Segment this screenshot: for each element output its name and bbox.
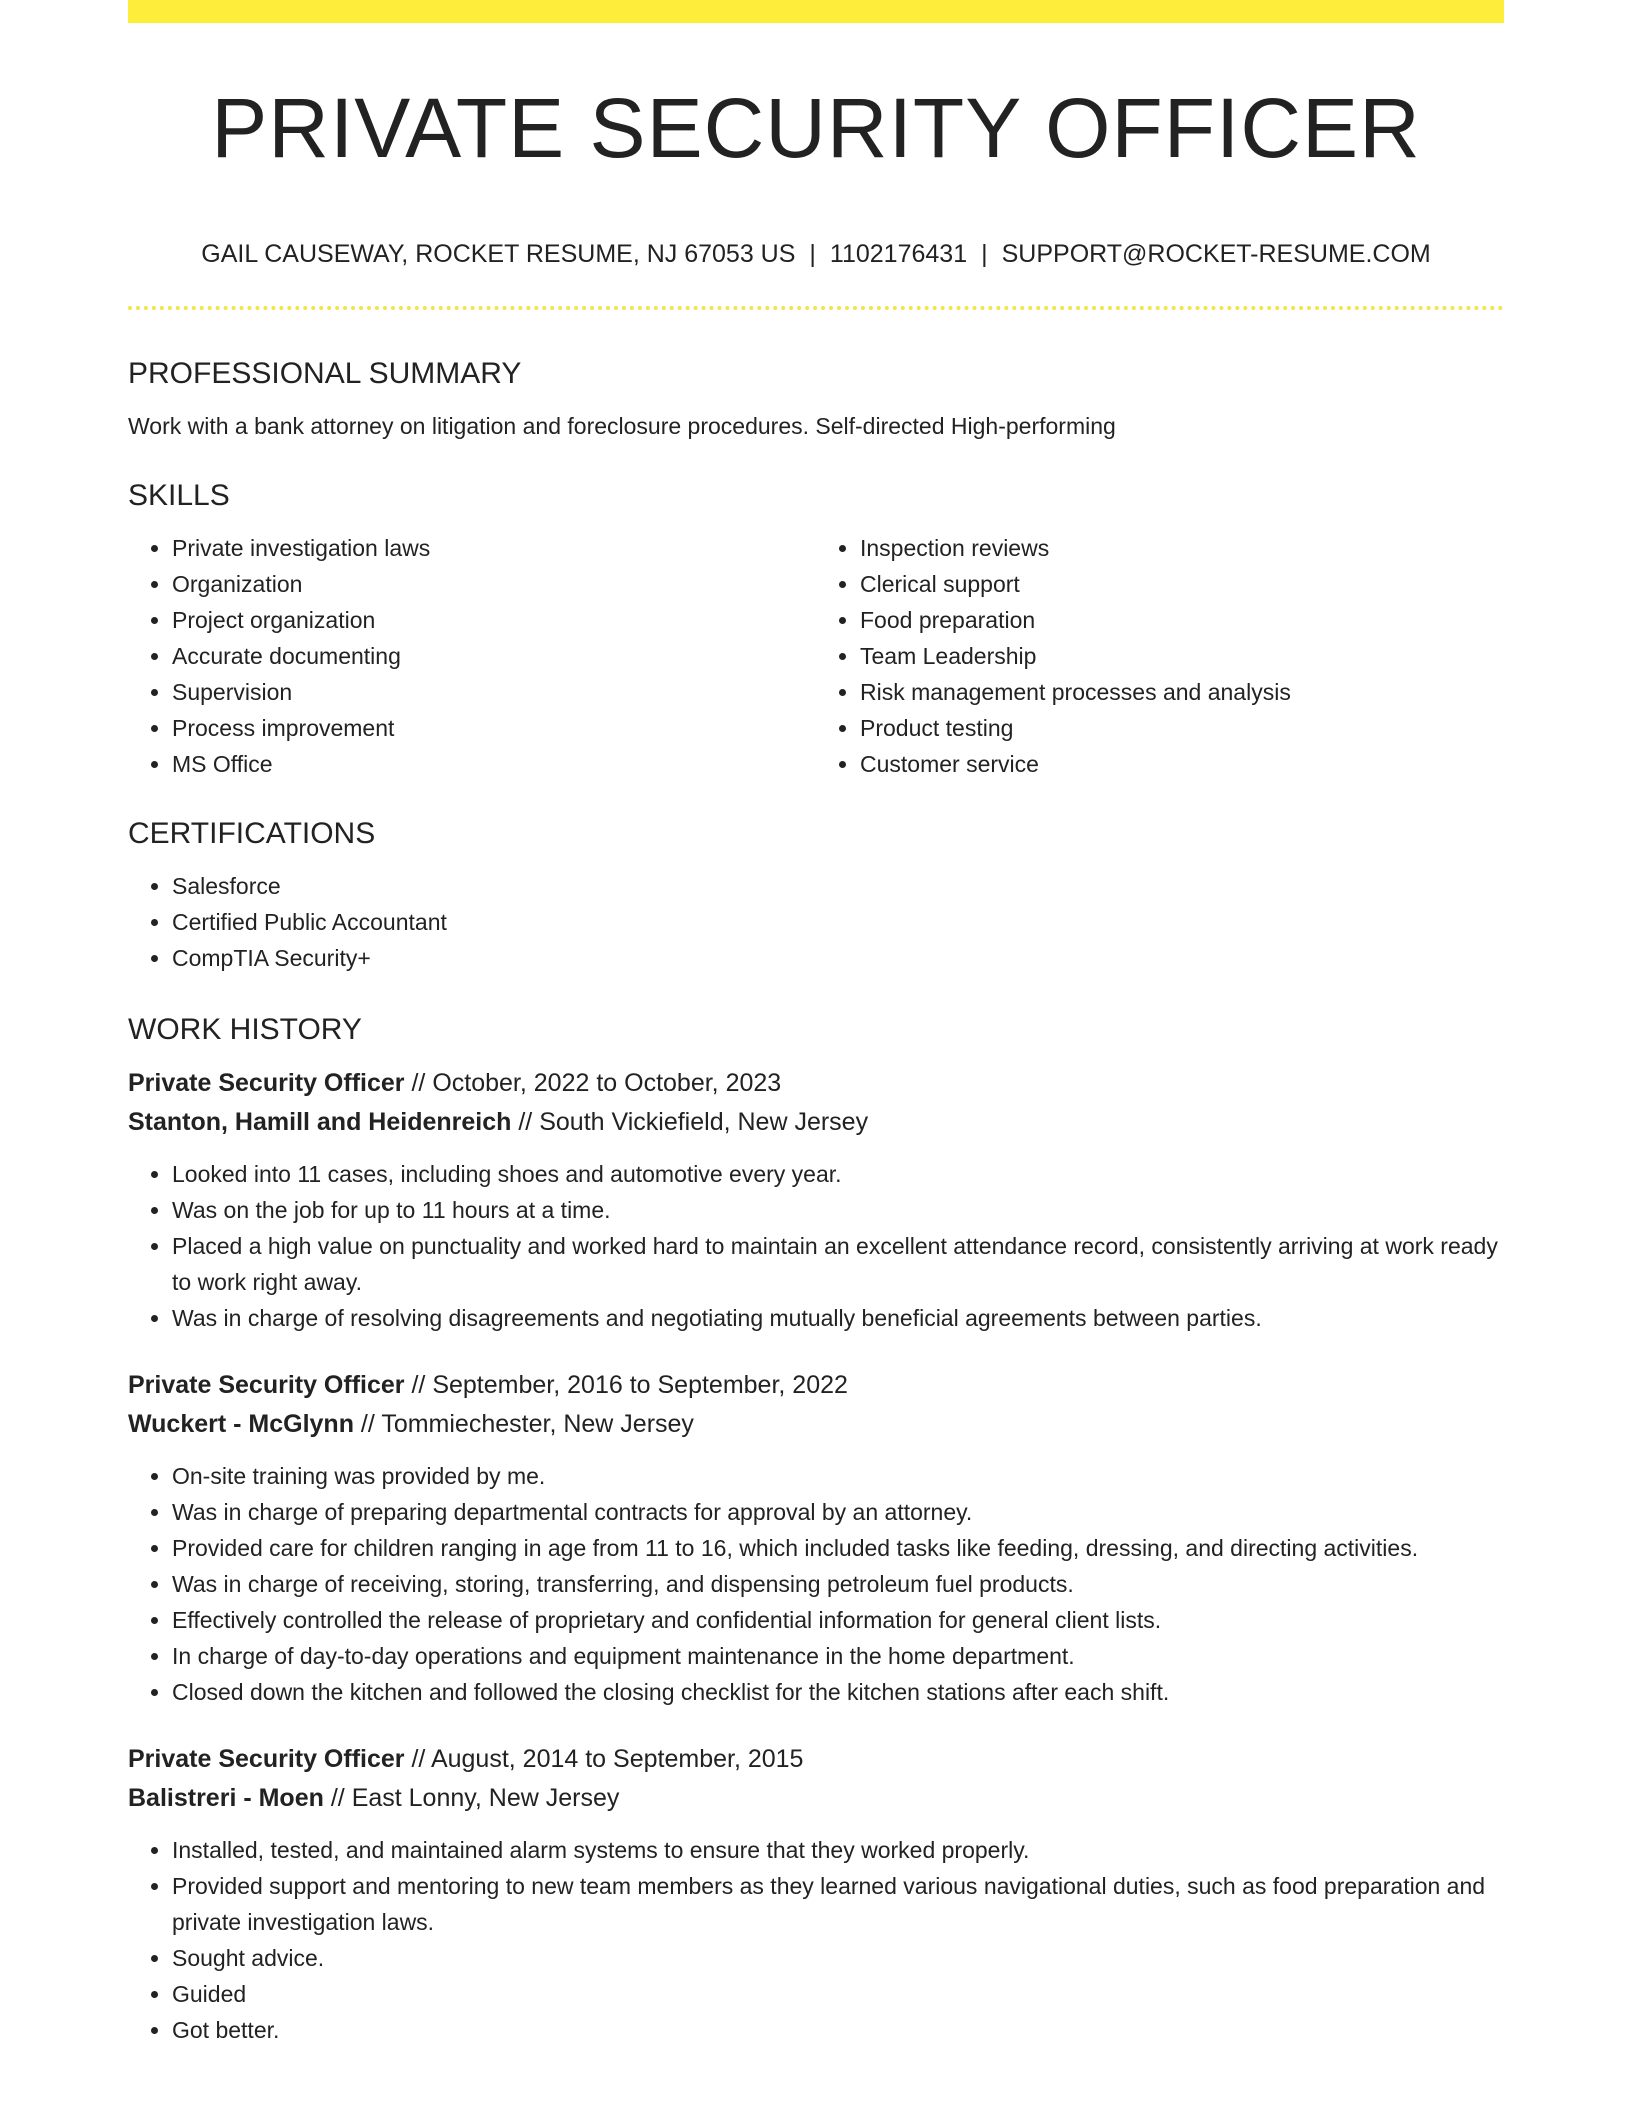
work-history-heading: WORK HISTORY (128, 1013, 362, 1046)
job-separator: // (330, 1784, 345, 1812)
skills-heading: SKILLS (128, 479, 230, 512)
job-bullet: • Provided support and mentoring to new team members as they learned various navigational duties, such as food preparation and private investigation laws. (172, 1868, 1504, 1940)
header-divider (128, 306, 1504, 310)
job-bullet: • Got better. (172, 2012, 1504, 2048)
job-company: Stanton, Hamill and Heidenreich (128, 1108, 512, 1136)
resume-body (128, 350, 1504, 2048)
resume-title: PRIVATE SECURITY OFFICER (211, 81, 1421, 175)
job-location: Tommiechester, New Jersey (381, 1410, 694, 1438)
skill-item: • Risk management processes and analysis (860, 674, 1504, 710)
certifications-heading: CERTIFICATIONS (128, 817, 376, 850)
job-bullet: • Was in charge of resolving disagreements and negotiating mutually beneficial agreements between parties. (172, 1300, 1504, 1336)
job-bullet: • On-site training was provided by me. (172, 1458, 1504, 1494)
job-location: East Lonny, New Jersey (351, 1784, 620, 1812)
accent-bar (128, 0, 1504, 23)
job-bullet: • Was in charge of preparing departmental contracts for approval by an attorney. (172, 1494, 1504, 1530)
skills-list-left (128, 530, 816, 782)
skills-section (128, 472, 1504, 782)
certifications-section (128, 810, 1504, 976)
job-title: Private Security Officer (128, 1371, 405, 1399)
skill-item: • Team Leadership (860, 638, 1504, 674)
skill-item: • Inspection reviews (860, 530, 1504, 566)
job-title: Private Security Officer (128, 1745, 405, 1773)
skill-item: • Supervision (172, 674, 816, 710)
contact-address: GAIL CAUSEWAY, ROCKET RESUME, NJ 67053 US (201, 240, 796, 268)
job-bullet: • Installed, tested, and maintained alarm systems to ensure that they worked properly. (172, 1832, 1504, 1868)
skills-list-right (816, 530, 1504, 782)
job-separator: // (411, 1371, 426, 1399)
contact-separator: | (981, 240, 988, 268)
job-bullets (128, 1458, 1504, 1710)
job-bullets (128, 1156, 1504, 1336)
job-bullet: • Sought advice. (172, 1940, 1504, 1976)
job-bullet: • Closed down the kitchen and followed the closing checklist for the kitchen stations after each shift. (172, 1674, 1504, 1710)
job-title-line (128, 1366, 1504, 1405)
skill-item: • Product testing (860, 710, 1504, 746)
job-bullet: • Placed a high value on punctuality and worked hard to maintain an excellent attendance record, consistently arriving at work ready to work right away. (172, 1228, 1504, 1300)
work-history-section (128, 1006, 1504, 2048)
certifications-list (128, 868, 1504, 976)
job-bullet: • Effectively controlled the release of proprietary and confidential information for general client lists. (172, 1602, 1504, 1638)
job-separator: // (411, 1069, 426, 1097)
skill-item: • Organization (172, 566, 816, 602)
summary-heading: PROFESSIONAL SUMMARY (128, 357, 522, 390)
job-location: South Vickiefield, New Jersey (539, 1108, 869, 1136)
job-company-line (128, 1779, 1504, 1818)
contact-line (128, 236, 1504, 272)
skills-grid (128, 530, 1504, 782)
job-entry (128, 1740, 1504, 2048)
certification-item: • Certified Public Accountant (172, 904, 1504, 940)
contact-separator: | (809, 240, 816, 268)
job-bullet: • In charge of day-to-day operations and equipment maintenance in the home department. (172, 1638, 1504, 1674)
skill-item: • Food preparation (860, 602, 1504, 638)
job-bullet: • Provided care for children ranging in age from 11 to 16, which included tasks like feeding, dressing, and directing activities. (172, 1530, 1504, 1566)
job-bullet: • Looked into 11 cases, including shoes and automotive every year. (172, 1156, 1504, 1192)
job-entry (128, 1064, 1504, 1336)
job-dates: October, 2022 to October, 2023 (432, 1069, 782, 1097)
job-title: Private Security Officer (128, 1069, 405, 1097)
skill-item: • Customer service (860, 746, 1504, 782)
job-title-line (128, 1740, 1504, 1779)
job-company-line (128, 1103, 1504, 1142)
job-bullet: • Was in charge of receiving, storing, transferring, and dispensing petroleum fuel products. (172, 1566, 1504, 1602)
job-separator: // (360, 1410, 375, 1438)
job-company-line (128, 1405, 1504, 1444)
job-bullets (128, 1832, 1504, 2048)
skill-item: • Project organization (172, 602, 816, 638)
job-company: Wuckert - McGlynn (128, 1410, 354, 1438)
certification-item: • Salesforce (172, 868, 1504, 904)
skill-item: • Private investigation laws (172, 530, 816, 566)
job-bullet: • Guided (172, 1976, 1504, 2012)
job-separator: // (518, 1108, 533, 1136)
job-entry (128, 1366, 1504, 1710)
summary-section (128, 350, 1504, 444)
job-bullet: • Was on the job for up to 11 hours at a time. (172, 1192, 1504, 1228)
summary-text: Work with a bank attorney on litigation and foreclosure procedures. Self-directed High-performing (128, 413, 1116, 439)
job-dates: September, 2016 to September, 2022 (432, 1371, 848, 1399)
skill-item: • Accurate documenting (172, 638, 816, 674)
job-dates: August, 2014 to September, 2015 (430, 1745, 804, 1773)
contact-email: SUPPORT@ROCKET-RESUME.COM (1001, 240, 1431, 268)
skill-item: • Process improvement (172, 710, 816, 746)
job-separator: // (411, 1745, 426, 1773)
job-company: Balistreri - Moen (128, 1784, 324, 1812)
job-title-line (128, 1064, 1504, 1103)
contact-phone: 1102176431 (829, 240, 968, 268)
skill-item: • MS Office (172, 746, 816, 782)
skill-item: • Clerical support (860, 566, 1504, 602)
certification-item: • CompTIA Security+ (172, 940, 1504, 976)
